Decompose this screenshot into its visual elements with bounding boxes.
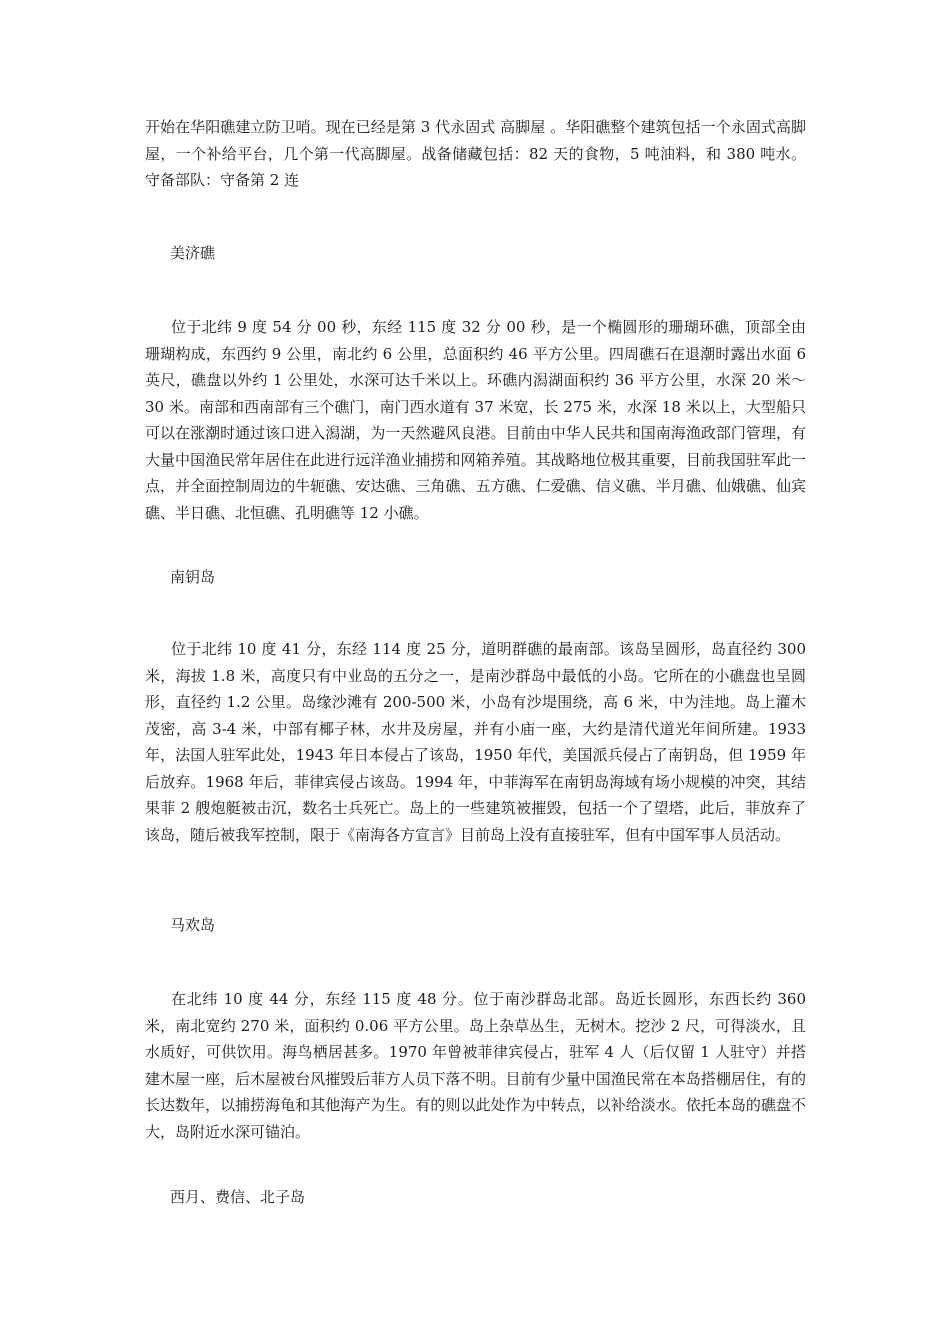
section-heading-nanyue: 南钥岛 — [170, 568, 216, 586]
section-body-nanyue: 位于北纬 10 度 41 分，东经 114 度 25 分，道明群礁的最南部。该岛呈圆形，岛直径约 300 米，海拔 1.8 米，高度只有中业岛的五分之一，是南沙群岛中最低的小岛。它所在的小礁盘也呈圆形，直径约 1.2 公里。岛缘沙滩有 200-500 米，小岛有沙堤围绕，高 6 米，中为洼地。岛上灌木茂密，高 3-4 米，中部有椰子林，水井及房屋，并有小庙一座，大约是清代道光年间所建。1933 年，法国人驻军此处，1943 年日本侵占了该岛，1950 年代，美国派兵侵占了南钥岛，但 1959 年后放弃。1968 年后，菲律宾侵占该岛。1994 年，中菲海军在南钥岛海域有场小规模的冲突，其结果菲 2 艘炮艇被击沉，数名士兵死亡。岛上的一些建筑被摧毁，包括一个了望塔，此后，菲放弃了该岛，随后被我军控制，限于《南海各方宣言》目前岛上没有直接驻军，但有中国军事人员活动。 — [145, 640, 806, 844]
section-body-meiji: 位于北纬 9 度 54 分 00 秒，东经 115 度 32 分 00 秒，是一个椭圆形的珊瑚环礁，顶部全由珊瑚构成，东西约 9 公里，南北约 6 公里，总面积约 46 平方公里。四周礁石在退潮时露出水面 6 英尺，礁盘以外约 1 公里处，水深可达千米以上。环礁内潟湖面积约 36 平方公里，水深 20 米～30 米。南部和西南部有三个礁门，南门西水道有 37 米宽，长 275 米，水深 18 米以上，大型船只可以在涨潮时通过该口进入潟湖，为一天然避风良港。目前由中华人民共和国南海渔政部门管理，有大量中国渔民常年居住在此进行远洋渔业捕捞和网箱养殖。其战略地位极其重要，目前我国驻军此一点，并全面控制周边的牛轭礁、安达礁、三角礁、五方礁、仁爱礁、信义礁、半月礁、仙娥礁、仙宾礁、半日礁、北恒礁、孔明礁等 12 小礁。 — [145, 318, 806, 522]
section-heading-meiji: 美济礁 — [170, 244, 216, 262]
section-heading-mahuan: 马欢岛 — [170, 916, 216, 934]
section-heading-xiyue-feixin-beizi: 西月、费信、北子岛 — [170, 1188, 306, 1206]
section-body-mahuan: 在北纬 10 度 44 分，东经 115 度 48 分。位于南沙群岛北部。岛近长圆形，东西长约 360 米，南北宽约 270 米，面积约 0.06 平方公里。岛上杂草丛生，无树木。挖沙 2 尺，可得淡水，且水质好，可供饮用。海鸟栖居甚多。1970 年曾被菲律宾侵占，驻军 4 人（后仅留 1 人驻守）并搭建木屋一座，后木屋被台风摧毁后菲方人员下落不明。目前有少量中国渔民常在本岛搭棚居住，有的长达数年，以捕捞海龟和其他海产为生。有的则以此处作为中转点，以补给淡水。依托本岛的礁盘不大，岛附近水深可锚泊。 — [145, 990, 806, 1141]
intro-paragraph: 开始在华阳礁建立防卫哨。现在已经是第 3 代永固式 高脚屋 。华阳礁整个建筑包括一个永固式高脚屋，一个补给平台，几个第一代高脚屋。战备储藏包括：82 天的食物，5 吨油料，和 380 吨水。守备部队：守备第 2 连 — [145, 118, 806, 189]
